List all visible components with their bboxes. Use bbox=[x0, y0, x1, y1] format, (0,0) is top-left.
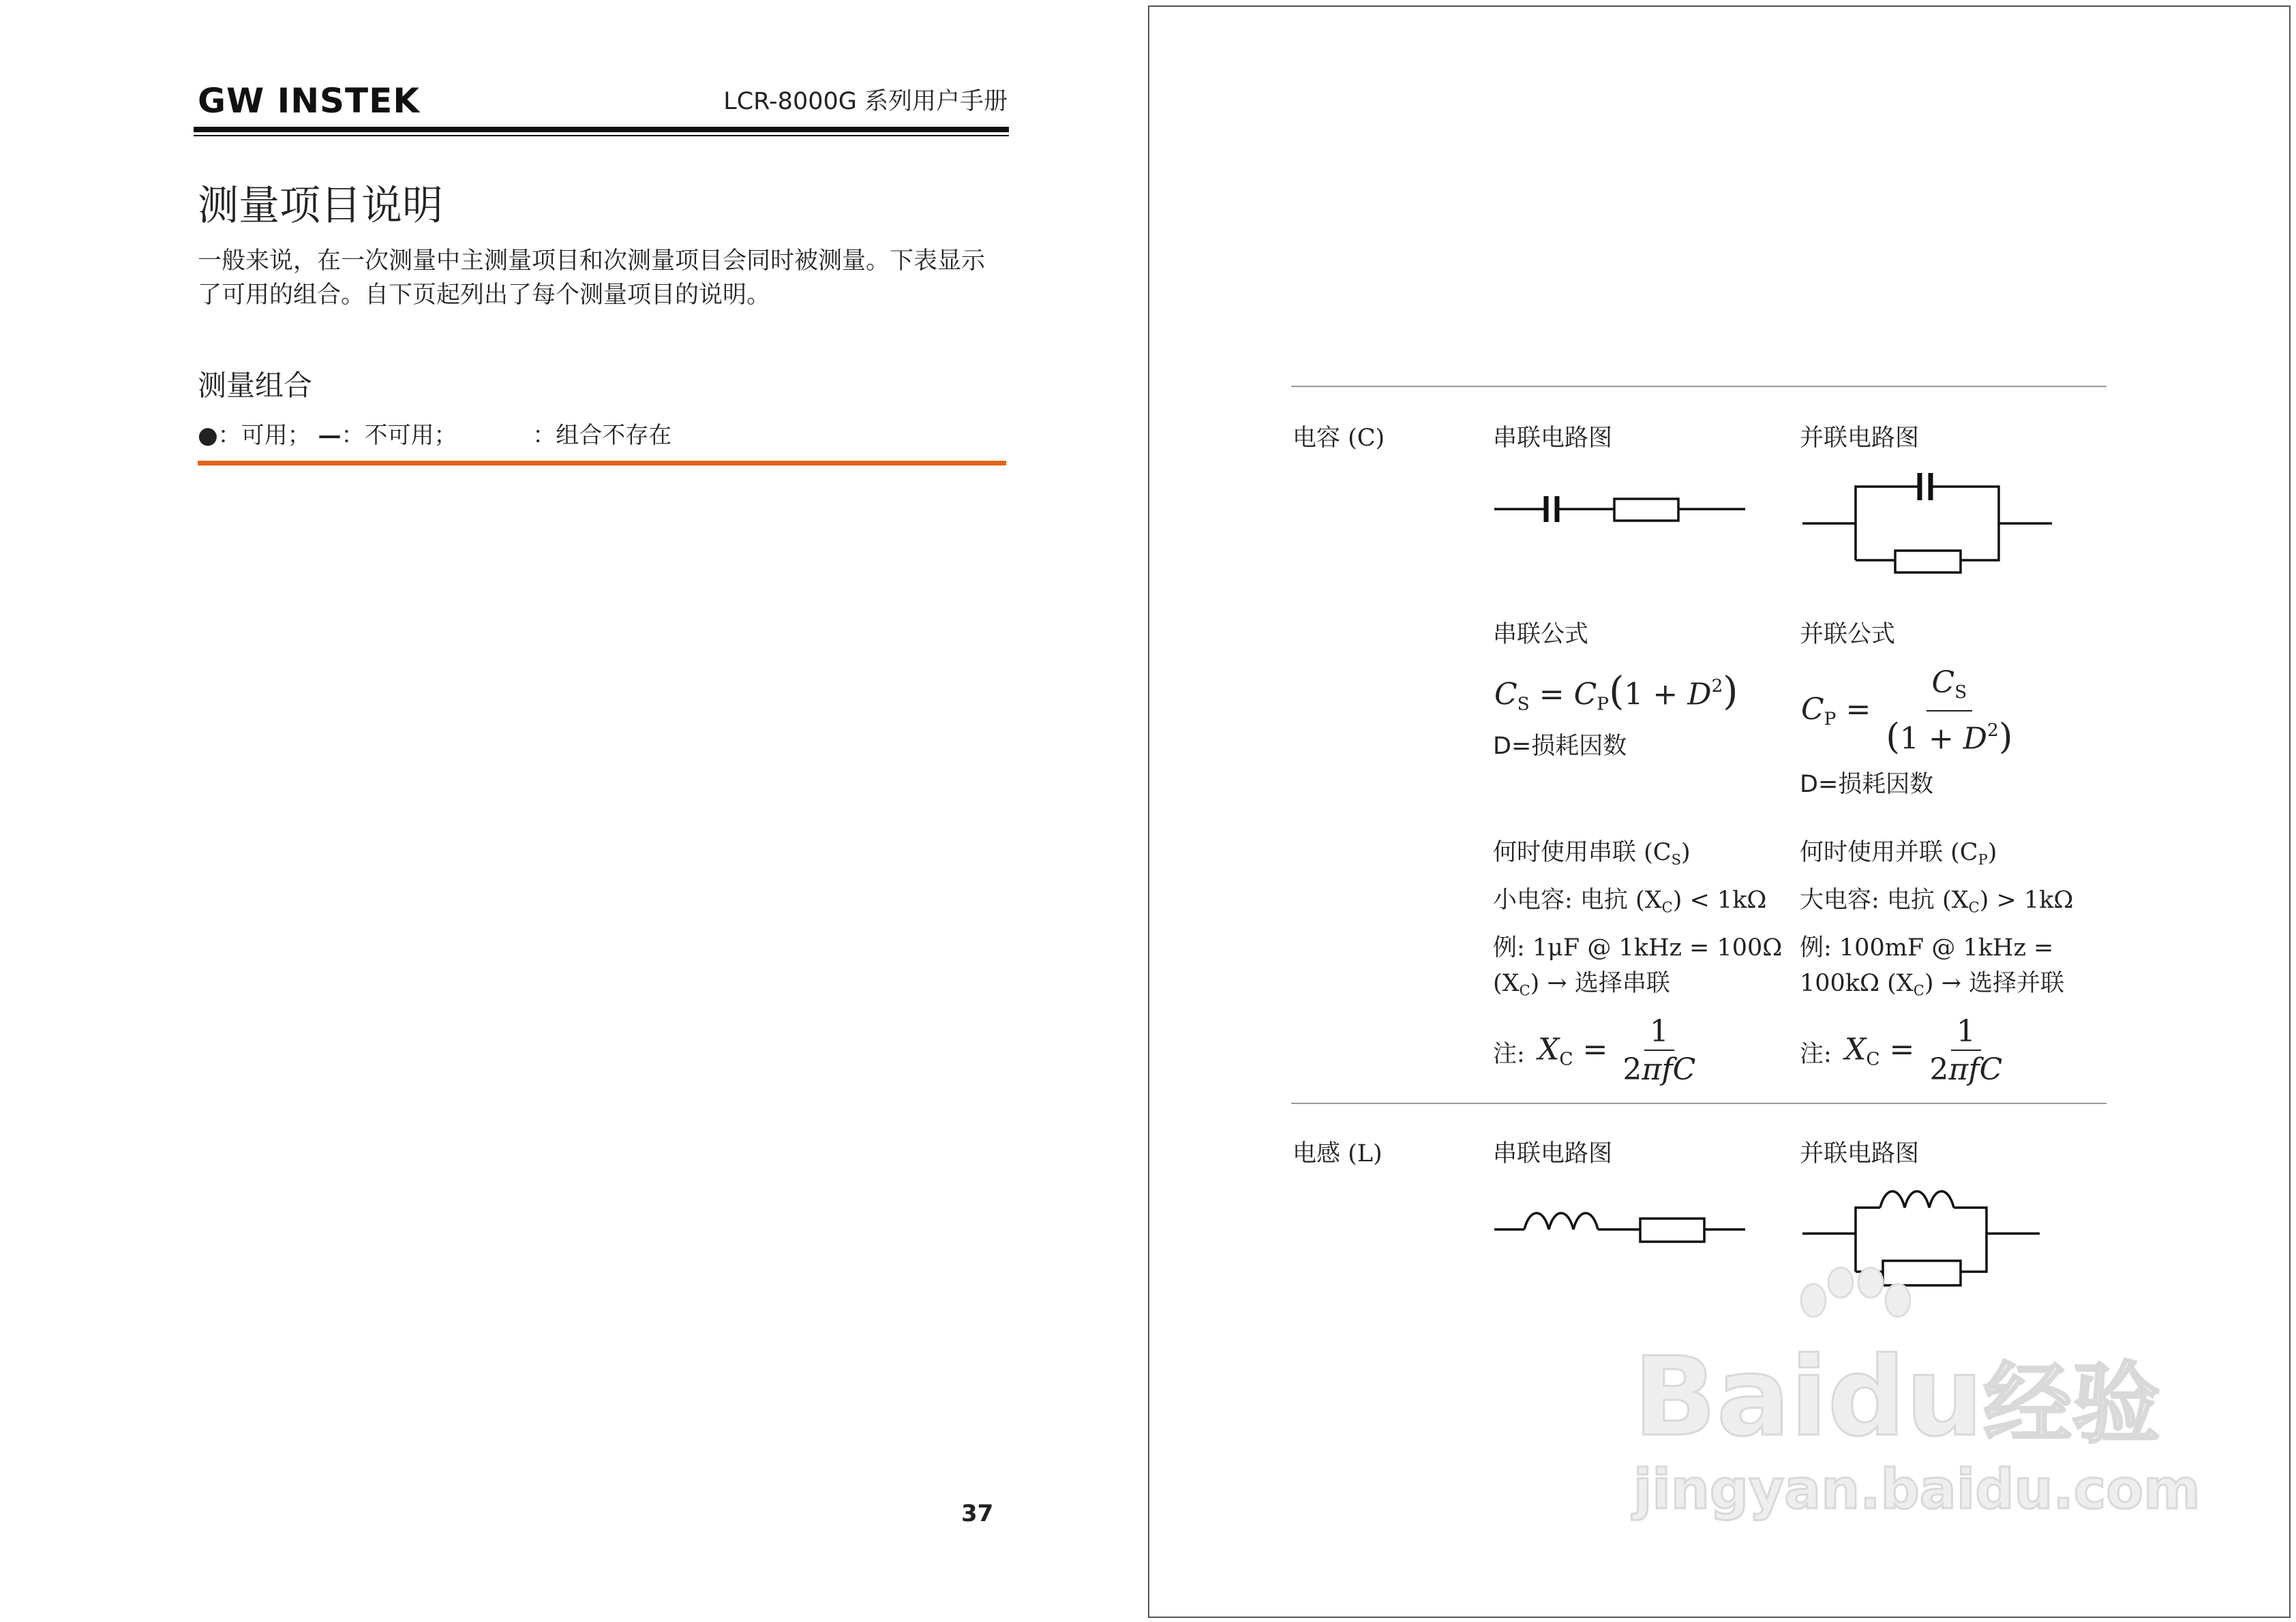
cap-series-circuit bbox=[1494, 491, 1747, 532]
small-cap-rule bbox=[1493, 883, 1766, 924]
table-top-rule bbox=[198, 461, 1006, 465]
cap-parallel-formula-label: 并联公式 bbox=[1800, 621, 1896, 648]
small-cap-sub: C bbox=[1661, 899, 1673, 916]
unavailable-dash-icon: — bbox=[318, 422, 342, 449]
cap-series-formula-label: 串联公式 bbox=[1493, 621, 1589, 648]
capacitance-label: 电容 (C) bbox=[1293, 425, 1385, 452]
parallel-note-label: 注: bbox=[1800, 1041, 1832, 1068]
when-parallel-paren: ) bbox=[1987, 839, 1997, 866]
ind-series-circuit bbox=[1494, 1202, 1747, 1243]
legend-available: ：可用； bbox=[217, 422, 311, 449]
legend-not-exist: ：组合不存在 bbox=[532, 422, 672, 449]
series-example-2a: (X bbox=[1493, 970, 1520, 997]
available-dot-icon: ● bbox=[198, 422, 218, 449]
cap-series-diagram-label: 串联电路图 bbox=[1493, 425, 1613, 452]
table-rule-mid bbox=[1291, 1103, 2106, 1104]
ind-parallel-diagram-label: 并联电路图 bbox=[1800, 1140, 1920, 1167]
ind-series-diagram-label: 串联电路图 bbox=[1493, 1140, 1613, 1167]
large-cap-tail: ) > 1kΩ bbox=[1979, 887, 2074, 914]
series-formula: $C_S = C_P(1 + D^2)$ bbox=[1494, 669, 1738, 715]
large-cap-sub: C bbox=[1968, 899, 1980, 916]
watermark-brand bbox=[1633, 1333, 2161, 1465]
watermark-du: du bbox=[1827, 1333, 1984, 1460]
series-dissipation-note: D=损耗因数 bbox=[1493, 733, 1627, 760]
series-note-label: 注: bbox=[1493, 1041, 1525, 1068]
section-subheading: 测量组合 bbox=[198, 369, 313, 402]
watermark-cn: 经验 bbox=[1983, 1352, 2161, 1456]
when-series-text: 何时使用串联 (C bbox=[1493, 839, 1672, 866]
page-heading: 测量项目说明 bbox=[198, 182, 443, 230]
series-example-line1: 例: 1μF @ 1kHz = 100Ω bbox=[1493, 934, 1783, 962]
small-cap-tail: ) < 1kΩ bbox=[1672, 887, 1767, 914]
parallel-dissipation-note: D=损耗因数 bbox=[1800, 771, 1934, 798]
parallel-example-2a: 100kΩ (X bbox=[1800, 970, 1914, 997]
when-use-parallel bbox=[1800, 836, 1997, 876]
brand-logo: GW INSTEK bbox=[198, 81, 421, 121]
legend bbox=[198, 418, 671, 453]
parallel-reactance-formula: $X_C$ = $\frac{1}{\text{2πfC}}$ bbox=[1845, 1014, 2003, 1087]
parallel-formula: $C_P$ = $\frac{C_S}{(1 + D^2)}$ bbox=[1801, 665, 2013, 758]
page-number: 37 bbox=[961, 1500, 994, 1527]
cap-parallel-circuit bbox=[1802, 472, 2055, 581]
series-reactance-formula: $X_C$ = $\frac{1}{\text{2πfC}}$ bbox=[1538, 1014, 1696, 1087]
watermark-url: jingyan.baidu.com bbox=[1633, 1458, 2201, 1521]
parallel-example-2b: ) → 选择并联 bbox=[1924, 970, 2065, 997]
header-rule-thin bbox=[194, 135, 1009, 136]
header-rule bbox=[194, 127, 1009, 132]
cap-parallel-diagram-label: 并联电路图 bbox=[1800, 425, 1920, 452]
parallel-example-line2 bbox=[1800, 966, 2064, 1007]
manual-title: LCR-8000G 系列用户手册 bbox=[723, 88, 1008, 115]
intro-paragraph: 一般来说，在一次测量中主测量项目和次测量项目会同时被测量。下表显示了可用的组合。自下页起列出了每个测量项目的说明。 bbox=[198, 247, 986, 309]
small-cap-text: 小电容: 电抗 (X bbox=[1493, 887, 1662, 914]
when-parallel-sub: P bbox=[1978, 851, 1988, 868]
parallel-example-sub: C bbox=[1913, 982, 1924, 999]
series-example-2b: ) → 选择串联 bbox=[1530, 970, 1670, 997]
large-cap-text: 大电容: 电抗 (X bbox=[1800, 887, 1969, 914]
legend-unavailable: ：不可用； bbox=[341, 422, 457, 449]
table-rule-top bbox=[1291, 386, 2106, 387]
series-example-line2 bbox=[1493, 966, 1670, 1007]
when-parallel-text: 何时使用并联 (C bbox=[1800, 839, 1978, 866]
parallel-example-line1: 例: 100mF @ 1kHz = bbox=[1800, 934, 2054, 962]
watermark-bai: Bai bbox=[1633, 1333, 1828, 1460]
when-series-paren: ) bbox=[1680, 839, 1691, 866]
large-cap-rule bbox=[1800, 883, 2073, 924]
when-use-series bbox=[1493, 836, 1691, 876]
series-example-sub: C bbox=[1519, 982, 1530, 999]
inductance-label: 电感 (L) bbox=[1293, 1140, 1383, 1167]
when-series-sub: S bbox=[1671, 851, 1681, 868]
